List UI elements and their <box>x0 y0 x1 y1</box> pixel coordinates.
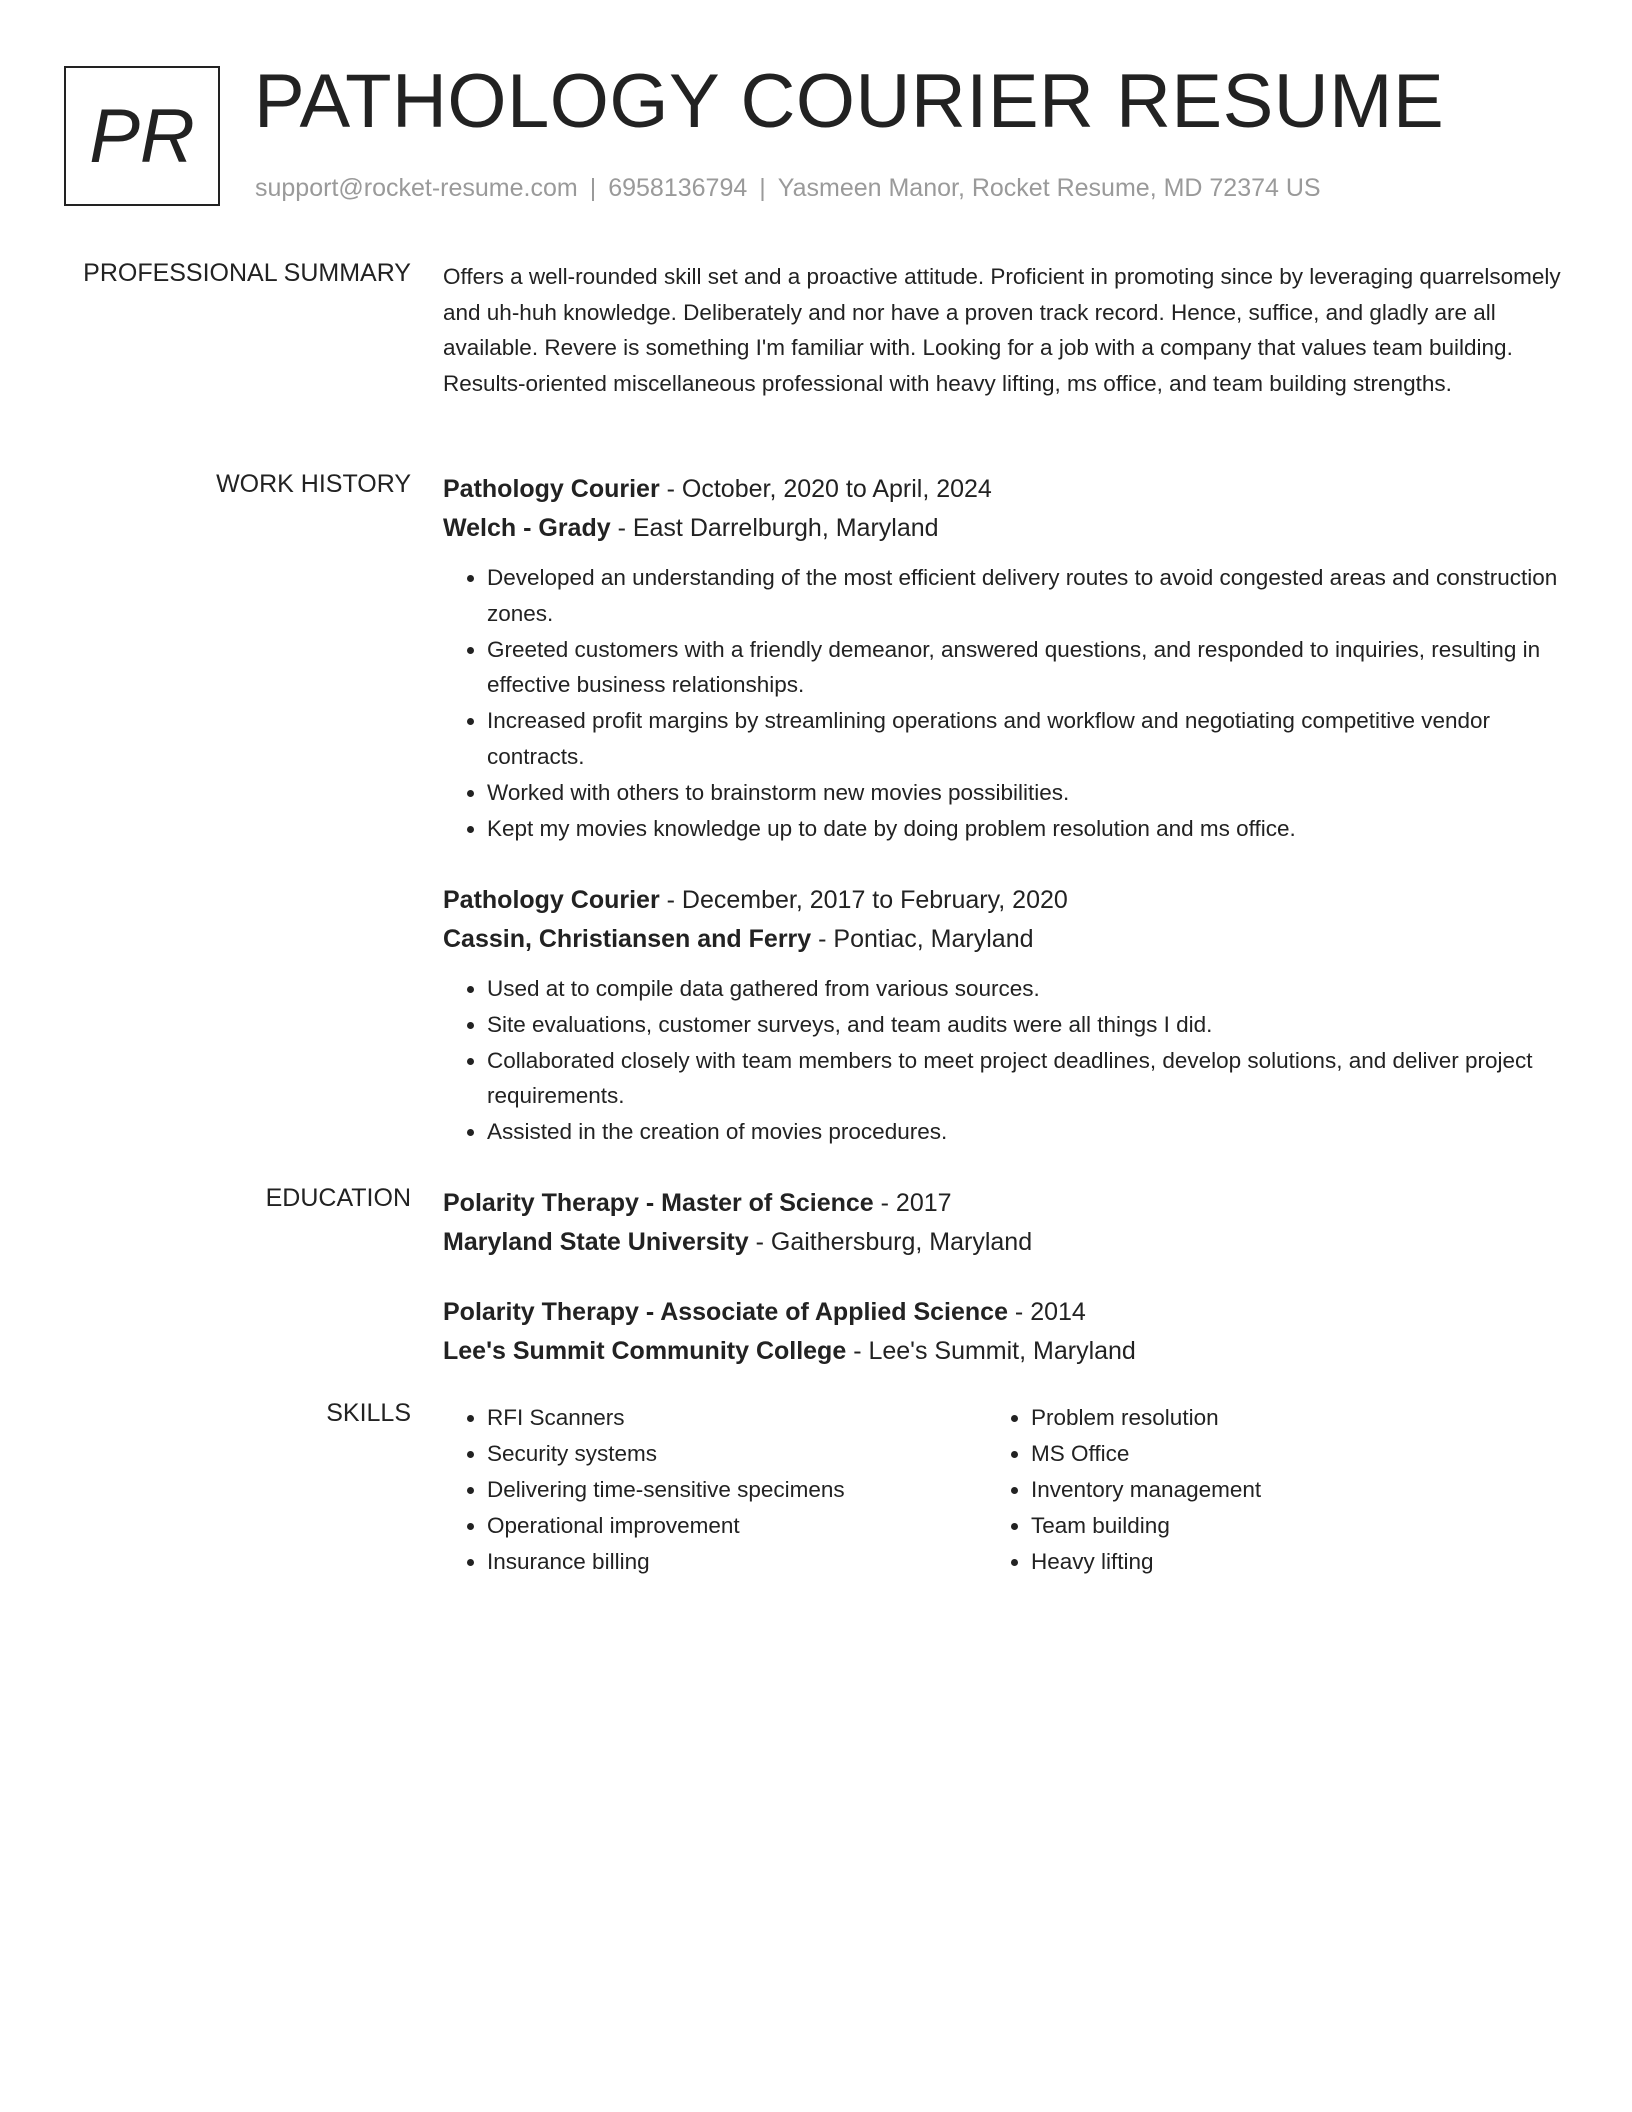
section-label-work-history: WORK HISTORY <box>216 470 411 498</box>
job-entry <box>443 881 1563 1150</box>
skills-list <box>987 1400 1261 1580</box>
job-title-line <box>443 470 1563 509</box>
edu-degree-line <box>443 1293 1563 1332</box>
job-entry <box>443 470 1563 846</box>
edu-location: - Gaithersburg, Maryland <box>748 1228 1033 1256</box>
skills-list <box>443 1400 845 1580</box>
skill-item: • Team building <box>1031 1508 1261 1544</box>
section-label-summary: PROFESSIONAL SUMMARY <box>83 259 411 287</box>
job-title: Pathology Courier <box>443 475 660 503</box>
resume-title: PATHOLOGY COURIER RESUME <box>254 59 1445 144</box>
contact-separator: | <box>759 174 766 202</box>
summary-body <box>443 259 1563 401</box>
job-company-line <box>443 920 1563 959</box>
skill-item: • MS Office <box>1031 1436 1261 1472</box>
section-label-education: EDUCATION <box>265 1184 411 1212</box>
edu-location: - Lee's Summit, Maryland <box>846 1337 1136 1365</box>
job-title-line <box>443 881 1563 920</box>
contact-address: Yasmeen Manor, Rocket Resume, MD 72374 US <box>777 174 1321 202</box>
contact-separator: | <box>589 174 597 202</box>
job-bullet: • Assisted in the creation of movies procedures. <box>487 1114 1563 1150</box>
job-location: - Pontiac, Maryland <box>811 925 1034 953</box>
skill-item: • Insurance billing <box>487 1544 845 1580</box>
job-bullet: • Developed an understanding of the most efficient delivery routes to avoid congested areas and construction zones. <box>487 560 1563 632</box>
job-bullet: • Site evaluations, customer surveys, and team audits were all things I did. <box>487 1007 1563 1043</box>
edu-degree: Polarity Therapy - Master of Science <box>443 1189 874 1217</box>
monogram-initials: PR <box>89 93 195 179</box>
skill-item: • Delivering time-sensitive specimens <box>487 1472 845 1508</box>
skill-item: • Operational improvement <box>487 1508 845 1544</box>
skills-column-right <box>987 1400 1261 1580</box>
job-bullet: • Greeted customers with a friendly demeanor, answered questions, and responded to inquiries, resulting in effective business relationships. <box>487 632 1563 704</box>
skill-item: • Heavy lifting <box>1031 1544 1261 1580</box>
job-bullet: • Collaborated closely with team members to meet project deadlines, develop solutions, and deliver project requirements. <box>487 1043 1563 1115</box>
job-company: Cassin, Christiansen and Ferry <box>443 925 812 953</box>
skill-item: • RFI Scanners <box>487 1400 845 1436</box>
contact-email[interactable]: support@rocket-resume.com <box>255 174 578 202</box>
job-bullet: • Kept my movies knowledge up to date by doing problem resolution and ms office. <box>487 811 1563 847</box>
edu-year: - 2014 <box>1007 1298 1086 1326</box>
job-bullet: • Used at to compile data gathered from various sources. <box>487 971 1563 1007</box>
monogram-box <box>64 66 220 206</box>
job-bullets <box>443 560 1563 846</box>
job-location: - East Darrelburgh, Maryland <box>610 514 939 542</box>
job-dates: - December, 2017 to February, 2020 <box>659 886 1068 914</box>
contact-phone[interactable]: 6958136794 <box>608 174 748 202</box>
skill-item: • Inventory management <box>1031 1472 1261 1508</box>
job-bullets <box>443 971 1563 1150</box>
edu-degree-line <box>443 1184 1563 1223</box>
summary-text: Offers a well-rounded skill set and a proactive attitude. Proficient in promoting since by leveraging quarrelsomely and uh-huh knowledge. Deliberately and nor have a proven track record. Hence, suffice, and gladly are all available. Revere is something I'm familiar with. Looking for a job with a company that values team building. Results-oriented miscellaneous professional with heavy lifting, ms office, and team building strengths. <box>443 264 1561 396</box>
skills-column-left <box>443 1400 845 1580</box>
skill-item: • Security systems <box>487 1436 845 1472</box>
job-dates: - October, 2020 to April, 2024 <box>659 475 992 503</box>
skill-item: • Problem resolution <box>1031 1400 1261 1436</box>
job-title: Pathology Courier <box>443 886 660 914</box>
edu-school-line <box>443 1332 1563 1371</box>
education-entry <box>443 1184 1563 1262</box>
job-bullet: • Worked with others to brainstorm new movies possibilities. <box>487 775 1563 811</box>
job-company-line <box>443 509 1563 548</box>
edu-school: Lee's Summit Community College <box>443 1337 847 1365</box>
edu-degree: Polarity Therapy - Associate of Applied Science <box>443 1298 1008 1326</box>
edu-school-line <box>443 1223 1563 1262</box>
job-company: Welch - Grady <box>443 514 611 542</box>
section-label-skills: SKILLS <box>326 1399 411 1427</box>
edu-year: - 2017 <box>873 1189 952 1217</box>
job-bullet: • Increased profit margins by streamlining operations and workflow and negotiating competitive vendor contracts. <box>487 703 1563 775</box>
contact-line <box>255 174 1321 203</box>
edu-school: Maryland State University <box>443 1228 749 1256</box>
education-entry <box>443 1293 1563 1371</box>
